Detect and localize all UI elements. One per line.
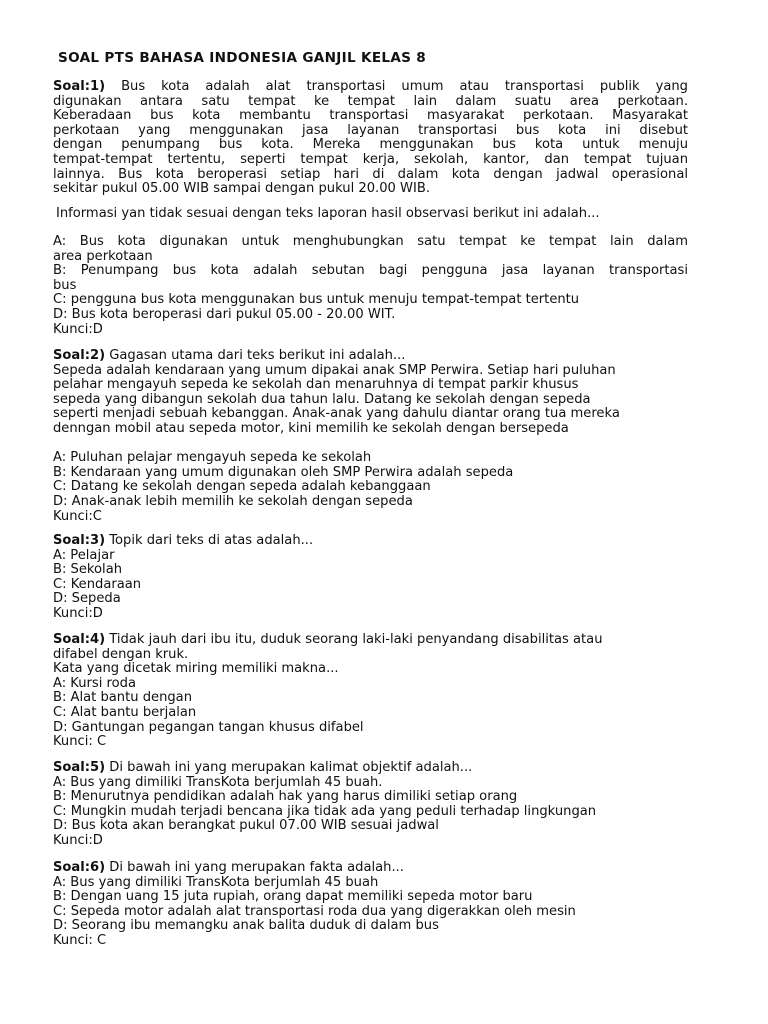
q3-option: B: Sekolah <box>53 562 123 578</box>
q2-label: Soal:2) <box>53 348 106 363</box>
q4-question-line: difabel dengan kruk. <box>53 646 189 662</box>
q6-question-line: Soal:6) Di bawah ini yang merupakan fakta adalah... <box>53 860 404 875</box>
q4-option: C: Alat bantu berjalan <box>53 704 197 720</box>
q4-key: Kunci: C <box>53 734 107 750</box>
document-title: SOAL PTS BAHASA INDONESIA GANJIL KELAS 8 <box>58 50 427 66</box>
q2-option: B: Kendaraan yang umum digunakan oleh SMP Perwira adalah sepeda <box>53 464 514 480</box>
q2-option: A: Puluhan pelajar mengayuh sepeda ke sekolah <box>53 450 372 466</box>
q2-option: C: Datang ke sekolah dengan sepeda adalah kebanggaan <box>53 479 431 495</box>
q1-option: D: Bus kota beroperasi dari pukul 05.00 - 20.00 WIT. <box>53 306 396 322</box>
q1-option: B: Penumpang bus kota adalah sebutan bagi pengguna jasa layanan transportasi <box>53 263 688 279</box>
q4-option: B: Alat bantu dengan <box>53 690 192 706</box>
q6-option: C: Sepeda motor adalah alat transportasi roda dua yang digerakkan oleh mesin <box>53 903 576 919</box>
q1-passage-line: tempat-tempat tertentu, seperti tempat kerja, sekolah, kantor, dan tempat tujuan <box>53 151 688 167</box>
question-6 <box>53 861 688 949</box>
q2-key: Kunci:C <box>53 508 102 524</box>
q4-option: D: Gantungan pegangan tangan khusus difabel <box>53 719 364 735</box>
q1-label: Soal:1) <box>53 79 106 94</box>
q1-passage-line: dengan penumpang bus kota. Mereka menggunakan bus kota untuk menuju <box>53 137 688 153</box>
q1-passage-line: lainnya. Bus kota beroperasi setiap hari di dalam kota dengan jadwal operasional <box>53 166 688 182</box>
q2-option: D: Anak-anak lebih memilih ke sekolah dengan sepeda <box>53 493 413 509</box>
question-2 <box>53 349 688 524</box>
q1-question-text: Informasi yan tidak sesuai dengan teks laporan hasil observasi berikut ini adalah... <box>56 206 600 221</box>
q1-option: bus <box>53 277 77 293</box>
q6-label: Soal:6) <box>53 860 106 875</box>
q3-label: Soal:3) <box>53 533 106 548</box>
q1-question <box>56 207 691 222</box>
question-1 <box>53 80 688 197</box>
q6-option: D: Seorang ibu memangku anak balita duduk di dalam bus <box>53 918 439 934</box>
q1-passage-line: perkotaan yang menggunakan jasa layanan transportasi bus kota ini disebut <box>53 122 688 138</box>
q6-option: B: Dengan uang 15 juta rupiah, orang dapat memiliki sepeda motor baru <box>53 889 533 905</box>
question-3 <box>53 534 688 622</box>
q2-question-line: Soal:2) Gagasan utama dari teks berikut ini adalah... <box>53 348 406 363</box>
q1-option: A: Bus kota digunakan untuk menghubungkan satu tempat ke tempat lain dalam <box>53 234 688 249</box>
q4-question-line: Kata yang dicetak miring memiliki makna... <box>53 661 339 677</box>
q1-option: C: pengguna bus kota menggunakan bus untuk menuju tempat-tempat tertentu <box>53 292 580 308</box>
q5-key: Kunci:D <box>53 832 103 848</box>
q5-question-line: Soal:5) Di bawah ini yang merupakan kalimat objektif adalah... <box>53 760 473 775</box>
q3-option: D: Sepeda <box>53 591 121 607</box>
q5-label: Soal:5) <box>53 760 106 775</box>
q3-option: A: Pelajar <box>53 547 115 563</box>
q1-options <box>53 235 688 337</box>
q5-option: D: Bus kota akan berangkat pukul 07.00 WIB sesuai jadwal <box>53 818 439 834</box>
q2-passage-line: pelahar mengayuh sepeda ke sekolah dan menaruhnya di tempat parkir khusus <box>53 377 579 393</box>
q1-passage-line: sekitar pukul 05.00 WIB sampai dengan pukul 20.00 WIB. <box>53 181 430 197</box>
q5-option: A: Bus yang dimiliki TransKota berjumlah 45 buah. <box>53 774 383 790</box>
question-4 <box>53 633 688 750</box>
q1-passage-line: Keberadaan bus kota membantu transportasi masyarakat perkotaan. Masyarakat <box>53 108 688 124</box>
q6-key: Kunci: C <box>53 932 107 948</box>
q5-option: B: Menurutnya pendidikan adalah hak yang harus dimiliki setiap orang <box>53 789 518 805</box>
q1-passage-line: Soal:1) Bus kota adalah alat transportasi umum atau transportasi publik yang <box>53 79 688 94</box>
q4-option: A: Kursi roda <box>53 675 136 691</box>
q2-passage-line: denngan mobil atau sepeda motor, kini memilih ke sekolah dengan bersepeda <box>53 420 569 436</box>
q6-option: A: Bus yang dimiliki TransKota berjumlah 45 buah <box>53 874 379 890</box>
q4-question-line: Soal:4) Tidak jauh dari ibu itu, duduk seorang laki-laki penyandang disabilitas atau <box>53 632 603 647</box>
q3-key: Kunci:D <box>53 605 103 621</box>
q3-option: C: Kendaraan <box>53 576 142 592</box>
q1-key: Kunci:D <box>53 321 103 337</box>
q1-passage-line: digunakan antara satu tempat ke tempat lain dalam suatu area perkotaan. <box>53 93 688 109</box>
q2-passage-line: seperti menjadi sebuah kebanggan. Anak-anak yang dahulu diantar orang tua mereka <box>53 406 620 422</box>
q2-passage-line: sepeda yang dibangun sekolah dua tahun lalu. Datang ke sekolah dengan sepeda <box>53 391 591 407</box>
q5-option: C: Mungkin mudah terjadi bencana jika tidak ada yang peduli terhadap lingkungan <box>53 803 597 819</box>
q3-question-line: Soal:3) Topik dari teks di atas adalah... <box>53 533 314 548</box>
q1-option: area perkotaan <box>53 248 153 264</box>
question-5 <box>53 761 688 849</box>
q4-label: Soal:4) <box>53 632 106 647</box>
q2-passage-line: Sepeda adalah kendaraan yang umum dipakai anak SMP Perwira. Setiap hari puluhan <box>53 362 616 378</box>
